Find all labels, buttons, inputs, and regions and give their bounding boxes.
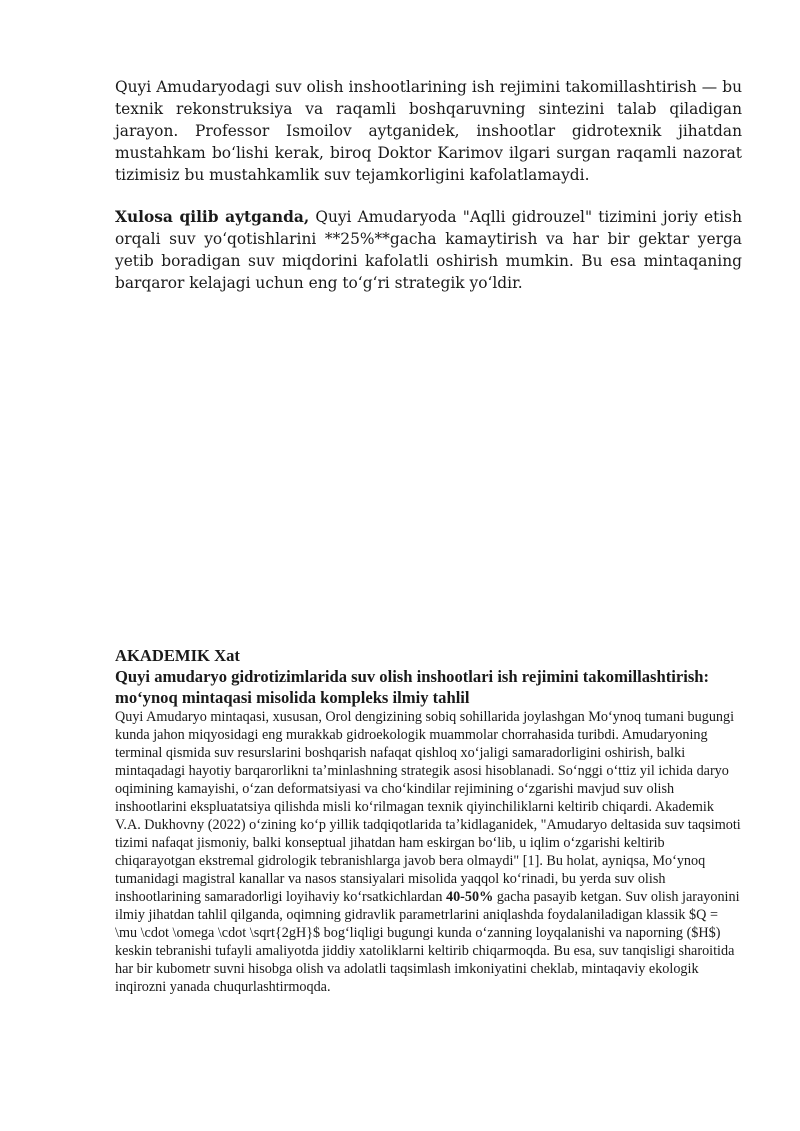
conclusion-section [115,76,742,314]
academic-letter-section [115,645,742,996]
intro-paragraph: Quyi Amudaryodagi suv olish inshootlarining ish rejimini takomillashtirish — bu texnik rekonstruksiya va raqamli boshqaruvning sintezini talab qiladigan jarayon. Professor Ismoilov aytganidek, inshootlar gidrotexnik jihatdan mustahkam boʻlishi kerak, biroq Doktor Karimov ilgari surgan raqamli nazorat tizimisiz bu mustahkamlik suv tejamkorligini kafolatlamaydi. [115,78,742,184]
letter-body-part1: Quyi Amudaryo mintaqasi, xususan, Orol dengizining sobiq sohillarida joylashgan Moʻynoq tumani bugungi kunda jahon miqyosidagi eng murakkab gidroekologik muammolar chorrahasida turibdi. Amudaryoning terminal qismida suv resurslarini boshqarish nafaqat qishloq xoʻjaligi samaradorligini oshirish, balki mintaqadagi hayotiy barqarorlikni taʼminlashning strategik asosi hisoblanadi. Soʻnggi oʻttiz yil ichida daryo oqimining kamayishi, oʻzan deformatsiyasi va choʻkindilar rejimining oʻzgarishi mavjud suv olish inshootlarini ekspluatatsiya qilishda misli koʻrilmagan texnik qiyinchiliklarni keltirib chiqardi. Akademik V.A. Dukhovny (2022) oʻzining koʻp yillik tadqiqotlarida taʼkidlaganidek, "Amudaryo deltasida suv taqsimoti tizimi nafaqat jismoniy, balki konseptual jihatdan ham eskirgan boʻlib, u iqlim oʻzgarishi keltirib chiqarayotgan ekstremal gidrologik tebranishlarga javob bera olmaydi" [1]. Bu holat, ayniqsa, Moʻynoq tumanidagi magistral kanallar va nasos stansiyalari misolida yaqqol koʻrinadi, bu yerda suv olish inshootlarining samaradorligi loyihaviy koʻrsatkichlardan [115,709,741,905]
letter-body-bold: 40-50% [445,889,494,905]
letter-title: Quyi amudaryo gidrotizimlarida suv olish inshootlari ish rejimini takomillashtirish: moʻynoq mintaqasi misolida kompleks ilmiy tahlil [115,667,710,707]
letter-body-part2: gacha pasayib ketgan. Suv olish jarayonini ilmiy jihatdan tahlil qilganda, oqimning gidravlik parametrlarini aniqlashda foydalaniladigan klassik $Q = \mu \cdot \omega \cdot \sqrt{2gH}$ bogʻliqligi bugungi kunda oʻzanning loyqalanishi va naporning ($H$) keskin tebranishi tufayli amaliyotda jiddiy xatoliklarni keltirib chiqarmoqda. Bu esa, suv tanqisligi sharoitida har bir kubometr suvni hisobga olish va adolatli taqsimlash imkoniyatini cheklab, mintaqaviy ekologik inqirozni yanada chuqurlashtirmoqda. [115,889,740,995]
letter-body [115,708,742,996]
conclusion-lead: Xulosa qilib aytganda, [115,208,310,226]
conclusion-paragraph [115,206,742,294]
conclusion-text: Quyi Amudaryoda "Aqlli gidrouzel" tizimini joriy etish orqali suv yoʻqotishlarini **25%**gacha kamaytirish va har bir gektar yerga yetib boradigan suv miqdorini kafolatli oshirish mumkin. Bu esa mintaqaning barqaror kelajagi uchun eng toʻgʻri strategik yoʻldir. [115,208,742,292]
letter-label: AKADEMIK Xat [115,646,240,665]
